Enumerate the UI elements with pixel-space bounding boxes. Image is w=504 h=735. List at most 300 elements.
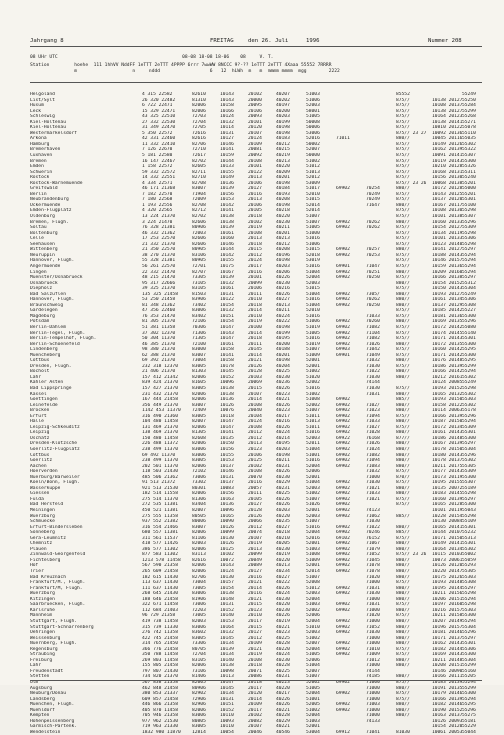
table-cell: 82708 [192, 202, 206, 208]
table-cell: 71030 [366, 591, 380, 597]
table-cell: 55059 [462, 557, 476, 563]
table-cell: 52001 [306, 724, 320, 730]
table-cell: 71045 [366, 557, 380, 563]
table-cell: 71033 [366, 313, 380, 319]
table-cell: 69902 [336, 557, 350, 563]
table-cell: 96 729 21358 [142, 613, 176, 619]
table-cell: 20089 [248, 563, 262, 569]
station-name: Oldenburg [30, 214, 55, 220]
table-cell: 40221 [276, 397, 290, 403]
table-cell: 40200 [276, 108, 290, 114]
table-cell: 69901 [336, 352, 350, 358]
table-cell: 51005 [306, 330, 320, 336]
table-cell: 43 325 22510 [142, 114, 176, 120]
table-cell: 10150 [220, 441, 234, 447]
table-cell: 71012 [366, 657, 380, 663]
table-cell: 20116 [248, 191, 262, 197]
table-cell: 51016 [306, 458, 320, 464]
table-cell: 71011 [336, 136, 350, 142]
table-cell: 20116 [248, 480, 262, 486]
table-cell: 53 250 21458 [142, 297, 176, 303]
table-cell: 73305 [192, 275, 206, 281]
table-cell: 40213 [276, 236, 290, 242]
table-cell: 138 469 21370 [142, 430, 178, 436]
table-cell: 40226 [276, 424, 290, 430]
table-cell: 10131 [220, 291, 234, 297]
table-cell: 55294 [462, 252, 476, 258]
table-cell: 82006 [192, 374, 206, 380]
table-cell: 52004 [306, 596, 320, 602]
table-cell: 55302 [462, 141, 476, 147]
table-cell: 83005 [192, 413, 206, 419]
table-cell: 40222 [276, 580, 290, 586]
station-name: Goerlitz [30, 458, 53, 464]
table-cell: 83007 [192, 402, 206, 408]
table-cell: 10211 20158 [432, 613, 463, 619]
table-cell: 10142 [220, 202, 234, 208]
table-cell: 55294 [462, 618, 476, 624]
table-cell: 71030 [366, 519, 380, 525]
table-cell: 885// [396, 397, 410, 403]
table-cell: 55201 [462, 180, 476, 186]
table-cell: 880// [396, 202, 410, 208]
table-cell: 51017 [306, 186, 320, 192]
table-cell: 71042 [366, 347, 380, 353]
station-name: Erfurt [30, 413, 47, 419]
table-cell: 20118 [248, 336, 262, 342]
table-cell: 69902 [336, 269, 350, 275]
station-name: Brocken [30, 408, 50, 414]
table-cell: 82006 [192, 424, 206, 430]
table-cell: 10099 [220, 530, 234, 536]
table-cell: 880// [396, 458, 410, 464]
table-cell: 52007 [306, 641, 320, 647]
table-cell: 7305/ [366, 291, 380, 297]
subheader-line-3: m n nddd 6 12 hLWh m m mmmm mmmm mgg 2222 [30, 69, 340, 74]
table-cell: 82006 [192, 463, 206, 469]
table-cell: 20112 [248, 435, 262, 441]
table-cell: 10132 [220, 119, 234, 125]
table-cell: 72009 [192, 197, 206, 203]
table-cell: 55296 [462, 630, 476, 636]
table-cell: 27 332 22530 [142, 119, 176, 125]
table-cell: 83005 [192, 724, 206, 730]
table-cell: 55306 [462, 297, 476, 303]
table-cell: 51002 [306, 491, 320, 497]
station-name: Landsberg [30, 696, 55, 702]
table-cell: 51013 [306, 169, 320, 175]
table-cell: 17 253 22570 [142, 236, 176, 242]
table-cell: 14 332 22551 [142, 175, 176, 181]
table-cell: 20123 [248, 447, 262, 452]
table-cell: 51016 [306, 524, 320, 530]
table-cell: 40195 [276, 441, 290, 447]
table-cell: 51007 [306, 408, 320, 414]
table-cell: 1142 453 11370 [142, 408, 181, 414]
station-name: Kiel-Holtenau [30, 119, 66, 125]
table-cell: 10196 20157 [432, 624, 463, 630]
table-cell: 40226 [276, 469, 290, 475]
table-cell: 311 561 11537 [142, 535, 178, 541]
table-cell: 40230 [276, 474, 290, 480]
table-cell: 40231 [276, 485, 290, 491]
table-cell: 10195 20144 [432, 585, 463, 591]
table-cell: 70254 [366, 186, 380, 192]
table-cell: 51 381 11358 [142, 324, 176, 330]
table-cell: 880// [396, 707, 410, 713]
table-cell: 50000 [306, 153, 320, 159]
table-cell: 52003 [306, 513, 320, 519]
table-cell: 10156 [220, 191, 234, 197]
station-name: Erfurt-Bindersleben [30, 524, 83, 530]
table-cell: 104 480 11458 [142, 419, 178, 425]
table-cell: 20115 [248, 624, 262, 630]
table-cell: 82006 [192, 546, 206, 552]
table-cell: 20121 [248, 646, 262, 652]
table-cell: 81406 [192, 674, 206, 680]
table-cell: 71647 [366, 202, 380, 208]
table-cell: 40201 [276, 352, 290, 358]
table-cell: 238 499 11370 [142, 458, 178, 464]
table-cell: 55309 [462, 225, 476, 231]
table-cell: 10124 [220, 569, 234, 575]
table-cell: 71000 [366, 596, 380, 602]
station-name: Dresden, Flugh. [30, 363, 72, 369]
table-cell: 10154 [220, 319, 234, 325]
table-cell: 10138 [220, 214, 234, 220]
table-cell: 71904 [192, 191, 206, 197]
table-cell: 52004 [306, 618, 320, 624]
table-cell: 15 329 22471 [142, 108, 176, 114]
table-cell: 40226 [276, 496, 290, 502]
table-cell: 40230 [276, 219, 290, 225]
table-cell: 51003 [306, 718, 320, 724]
table-cell: 10178 [220, 363, 234, 369]
table-cell: 419 738 11458 [142, 618, 178, 624]
table-cell: 40234 [276, 569, 290, 575]
table-cell: 10134 [220, 691, 234, 697]
table-cell: 16 147 22467 [142, 158, 176, 164]
table-cell: 875// [396, 191, 410, 197]
table-cell: 71000 [366, 635, 380, 641]
table-cell: 10147 [220, 424, 234, 430]
table-cell: 10147 [220, 419, 234, 425]
table-cell: 81305 [192, 430, 206, 436]
table-cell: 52007 [306, 147, 320, 153]
table-cell: 10090 [220, 519, 234, 525]
table-cell: 20118 [248, 679, 262, 685]
table-cell: 10152 [220, 707, 234, 713]
table-cell: 10150 20143 [432, 286, 463, 292]
table-cell: 52001 [306, 474, 320, 480]
table-cell: 10157 [220, 580, 234, 586]
table-cell: 10180 20143 [432, 452, 463, 458]
table-cell: 10147 [220, 336, 234, 342]
table-cell: 20112 [248, 430, 262, 436]
table-cell: 875// [396, 424, 410, 430]
table-cell: 83005 [192, 458, 206, 464]
table-cell: 51011 [306, 424, 320, 430]
table-cell: 72102 [192, 469, 206, 475]
year-label: 1996 [306, 38, 320, 44]
table-cell: 10135 20072 [432, 485, 463, 491]
table-cell: 238 499 11370 [142, 447, 178, 452]
table-cell: 55296 [462, 707, 476, 713]
table-cell: 51016 [306, 297, 320, 303]
table-cell: 875// [396, 502, 410, 508]
table-cell: 40198 [276, 130, 290, 136]
table-cell: 10139 [220, 186, 234, 192]
table-cell: 10175 [220, 263, 234, 269]
table-cell: 55294 [462, 596, 476, 602]
station-name: Freiburg [30, 657, 53, 663]
table-cell: 51004 [306, 480, 320, 486]
table-cell: 71023 [366, 408, 380, 414]
table-cell: 875// [396, 153, 410, 159]
station-name: Lahr [30, 663, 42, 669]
table-cell: 40226 [276, 696, 290, 702]
table-cell: 20105 [248, 496, 262, 502]
table-cell: 55294 [462, 696, 476, 702]
table-cell: 880// [396, 302, 410, 308]
table-cell: 10183 20145 [432, 491, 463, 497]
station-name: Bad Hersfeld [30, 502, 64, 508]
table-cell: 55296 [462, 413, 476, 419]
table-cell: 40203 [276, 508, 290, 514]
station-name: Wuerzburg [30, 591, 55, 597]
table-cell: 81306 [192, 496, 206, 502]
table-cell: 46 171 21368 [142, 186, 176, 192]
table-cell: 10136 [220, 180, 234, 186]
table-cell: 69902 [336, 563, 350, 569]
table-cell: 10114 [220, 125, 234, 131]
table-cell: 567 838 21358 [142, 679, 178, 685]
station-name: Lingen [30, 269, 47, 275]
table-cell: 52016 [306, 535, 320, 541]
table-cell: 40218 [276, 208, 290, 214]
station-name: Karlsruhe [30, 607, 55, 613]
date-label: den 26. Juli [248, 38, 289, 44]
table-cell: 10096 [220, 508, 234, 514]
table-cell: 69922 [336, 435, 350, 441]
table-cell: 135 325 21458 [142, 291, 178, 297]
table-cell: 55297 [462, 441, 476, 447]
table-cell: 875// [396, 330, 410, 336]
table-cell: 51008 [306, 552, 320, 558]
table-cell: 880// [396, 441, 410, 447]
table-cell: 446 866 21358 [142, 702, 178, 708]
table-cell: 83005 [192, 363, 206, 369]
station-name: Goerlitz-Flugplatz [30, 447, 80, 452]
station-name: Boltenburg [30, 230, 58, 236]
table-cell: 82006 [192, 103, 206, 109]
station-name: Bremen [30, 158, 47, 164]
table-cell: 450 521 11381 [142, 508, 178, 514]
table-cell: 269 803 11458 [142, 657, 178, 663]
table-cell: 350 788 11458 [142, 652, 178, 658]
table-cell: 10161 20143 [432, 430, 463, 436]
table-cell: 314 765 21450 [142, 641, 178, 647]
table-cell: 12814 [192, 729, 206, 735]
table-cell: 875// [396, 324, 410, 330]
table-cell: 875// [396, 469, 410, 475]
table-cell: 10137 20129 [432, 302, 463, 308]
station-name: Schleswig [30, 114, 55, 120]
table-cell: 21 406 21370 [142, 369, 176, 375]
table-cell: 7 182 22570 [142, 191, 173, 197]
station-name: Straubing [30, 652, 55, 658]
table-cell: 10113 [220, 674, 234, 680]
table-cell: 20128 [248, 508, 262, 514]
table-cell: 40196 [276, 252, 290, 258]
table-cell: 20121 [248, 358, 262, 364]
table-cell: 10216 20157 [432, 607, 463, 613]
table-cell: 10161 [220, 230, 234, 236]
table-cell: 69902 [336, 707, 350, 713]
table-cell: 10134 [220, 652, 234, 658]
table-cell: 51005 [306, 652, 320, 658]
table-cell: 10153 [220, 458, 234, 464]
table-cell: 10162 20139 [432, 147, 463, 153]
table-cell: 10206 20151 [432, 596, 463, 602]
table-cell: 40229 [276, 480, 290, 486]
table-cell: 52001 [306, 541, 320, 547]
table-cell: 10186 20148 [432, 435, 463, 441]
table-cell: 71021 [366, 496, 380, 502]
table-cell: 70249 [366, 191, 380, 197]
table-cell: 69902 [336, 219, 350, 225]
station-name: Hamburg [30, 141, 50, 147]
table-cell: 82606 [192, 241, 206, 247]
table-cell: 95 317 22666 [142, 280, 176, 286]
table-cell: 10161 [220, 341, 234, 347]
table-cell: 71022 [366, 369, 380, 375]
table-cell: 880// [396, 485, 410, 491]
table-cell: 880// [396, 674, 410, 680]
table-cell: 875// [396, 580, 410, 586]
table-cell: 875// [396, 169, 410, 175]
table-cell: 880// [396, 280, 410, 286]
station-name: Muenchen, Flugh. [30, 702, 75, 708]
table-cell: 10138 [220, 663, 234, 669]
table-cell: 82708 [192, 180, 206, 186]
table-cell: 40199 [276, 119, 290, 125]
table-cell: 55307 [462, 153, 476, 159]
table-cell: 20106 [248, 180, 262, 186]
table-cell: 20046 [248, 729, 262, 735]
table-cell: 40229 [276, 718, 290, 724]
table-cell: 69902 [336, 552, 350, 558]
table-cell: 40220 [276, 602, 290, 608]
table-cell: 82006 [192, 530, 206, 536]
table-row [30, 730, 482, 735]
table-cell: 52001 [306, 358, 320, 364]
table-cell: 10174 20145 [432, 330, 463, 336]
station-name: Kitzingen [30, 596, 55, 602]
table-cell: 875// [396, 646, 410, 652]
table-cell: 10143 20125 [432, 191, 463, 197]
table-cell: 10138 [220, 385, 234, 391]
table-cell: 880// [396, 186, 410, 192]
table-cell: 10136 [220, 397, 234, 403]
station-name: Wendelstein [30, 729, 61, 735]
table-cell: 51010 [306, 624, 320, 630]
table-cell: 232 318 12370 [142, 363, 178, 369]
table-cell: 73302 [192, 480, 206, 486]
station-name: Kiel-Holtenau [30, 125, 66, 131]
table-cell: 880// [396, 319, 410, 325]
table-cell: 71030 [366, 630, 380, 636]
table-cell: 55294 [462, 258, 476, 264]
table-cell: 82710 [192, 175, 206, 181]
table-cell: 20117 [248, 618, 262, 624]
table-cell: 69902 [336, 524, 350, 530]
station-name: Hohenpeissenberg [30, 718, 75, 724]
table-cell: 82006 [192, 441, 206, 447]
table-cell: 734 820 21370 [142, 674, 178, 680]
table-cell: 40218 [276, 530, 290, 536]
table-cell: 10145 [220, 635, 234, 641]
station-name: Bad Kreuznach [30, 574, 66, 580]
table-cell: 40220 [276, 685, 290, 691]
table-cell: 55249 [462, 291, 476, 297]
table-cell: 55140 [462, 330, 476, 336]
table-cell: 10151 [220, 313, 234, 319]
table-cell: 10158 [220, 103, 234, 109]
table-cell: 55299 [462, 685, 476, 691]
table-cell: 40217 [276, 413, 290, 419]
table-cell: 131 469 21370 [142, 424, 178, 430]
table-cell: 20109 [248, 641, 262, 647]
table-cell: 880// [396, 607, 410, 613]
table-cell: 52004 [306, 713, 320, 719]
table-cell: 880// [396, 219, 410, 225]
table-cell: 875// [396, 696, 410, 702]
table-cell: 40223 [276, 391, 290, 397]
table-cell: 20101 [248, 164, 262, 170]
table-cell: 55300 [462, 691, 476, 697]
table-cell: 82605 [192, 164, 206, 170]
table-cell: 52004 [306, 530, 320, 536]
table-cell: 82003 [192, 618, 206, 624]
table-cell: 20092 [248, 153, 262, 159]
table-cell: 880// [396, 524, 410, 530]
table-cell: 10146 [220, 141, 234, 147]
table-cell: 10190 20152 [432, 707, 463, 713]
table-cell: 55309 [462, 469, 476, 475]
table-cell: 71062 [366, 513, 380, 519]
table-cell: 316 490 21360 [142, 413, 178, 419]
table-cell: 10101 20133 [432, 236, 463, 242]
table-cell: 81106 [192, 535, 206, 541]
table-cell: 48 215 21470 [142, 275, 176, 281]
table-cell: 10131 [220, 602, 234, 608]
table-cell: 10164 20134 [432, 546, 463, 552]
table-cell: 82006 [192, 491, 206, 497]
table-cell: 20121 [248, 596, 262, 602]
table-cell: 55300 [462, 158, 476, 164]
table-cell: 51003 [306, 602, 320, 608]
table-cell: 55298 [462, 241, 476, 247]
table-cell: 52014 [306, 569, 320, 575]
table-cell: 40208 [276, 247, 290, 253]
table-cell: 40221 [276, 724, 290, 730]
table-cell: 20126 [248, 513, 262, 519]
table-cell: 51009 [306, 352, 320, 358]
table-cell: 276 742 11358 [142, 630, 178, 636]
table-cell: 71020 [366, 574, 380, 580]
table-cell: 55304 [462, 624, 476, 630]
